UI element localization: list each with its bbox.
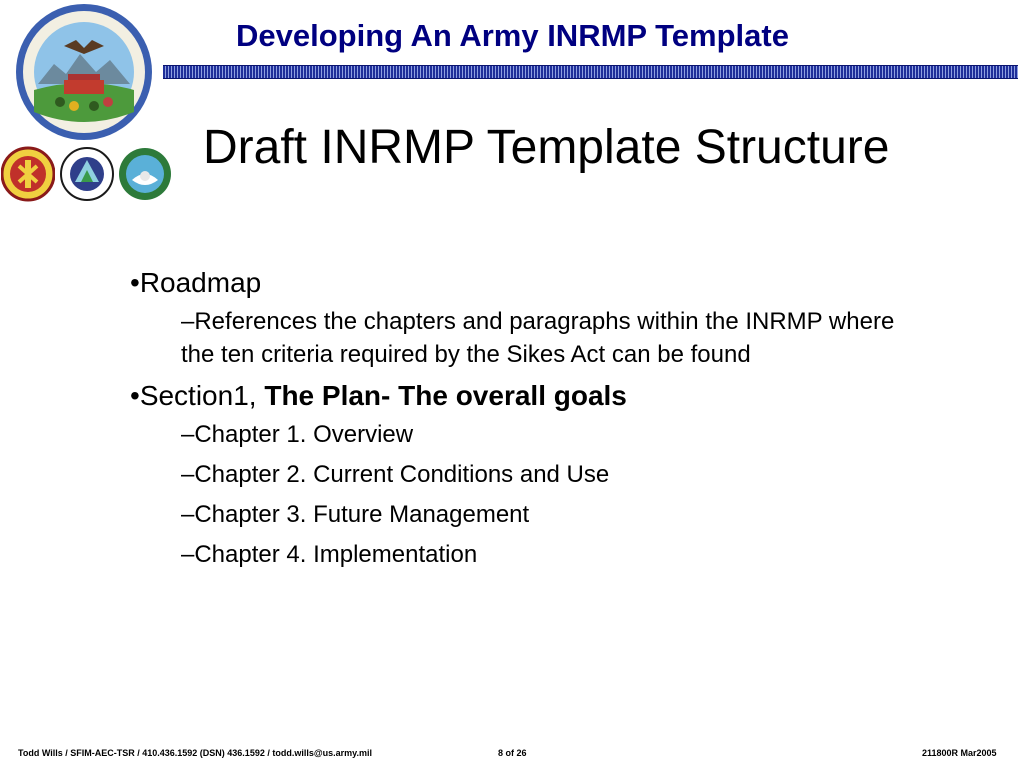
bullet-text: Roadmap (139, 267, 262, 298)
sub-bullet: –References the chapters and paragraphs within the INRMP where the ten criteria required by the Sikes Act can be found (181, 308, 895, 368)
bullet-marker: • (130, 380, 140, 411)
footer-contact: Todd Wills / SFIM-AEC-TSR / 410.436.1592 (DSN) 436.1592 / todd.wills@us.army.mil (18, 748, 372, 758)
header-divider-bar (163, 65, 1018, 79)
bullet-section1 (130, 378, 950, 414)
usaec-seal-icon (118, 146, 172, 202)
header-title: Developing An Army INRMP Template (236, 18, 789, 53)
sub-bullet: –Chapter 4. Implementation (181, 541, 478, 568)
bullet-roadmap (130, 265, 950, 301)
footer-date: 211800R Mar2005 (922, 748, 997, 758)
slide-body (130, 265, 950, 578)
bullet-bold-text: The Plan- The overall goals (264, 380, 627, 411)
acsim-seal-icon (14, 2, 154, 142)
army-emblem-logo (1, 146, 55, 202)
slide-title: Draft INRMP Template Structure (203, 121, 890, 174)
bullet-marker: • (130, 267, 140, 298)
army-emblem-icon (1, 146, 55, 202)
community-family-seal-logo (60, 146, 114, 202)
usaec-seal-logo (118, 146, 172, 202)
acsim-seal-logo (14, 2, 154, 142)
sub-bullet: –Chapter 2. Current Conditions and Use (181, 461, 610, 488)
bullet-text: Section1, (139, 380, 265, 411)
community-family-support-seal-icon (60, 146, 114, 202)
footer-page-number: 8 of 26 (498, 748, 527, 758)
sub-bullet: –Chapter 3. Future Management (181, 501, 530, 528)
sub-bullet: –Chapter 1. Overview (181, 421, 414, 448)
